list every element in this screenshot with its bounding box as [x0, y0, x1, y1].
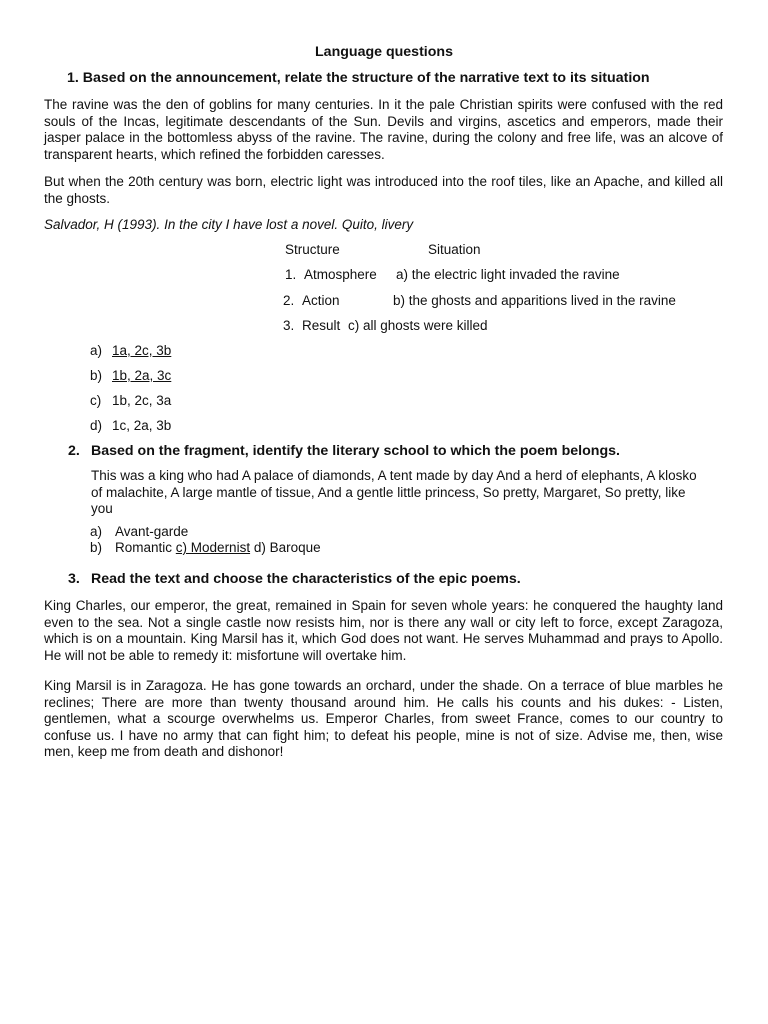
option-letter: d) — [90, 418, 103, 433]
row-structure: Atmosphere — [304, 267, 377, 282]
option-modernist: c) Modernist — [175, 540, 251, 555]
question-3-heading: Read the text and choose the characteristics of the epic poems. — [91, 571, 521, 587]
question-2-heading: Based on the fragment, identify the literary school to which the poem belongs. — [91, 443, 620, 459]
option-text: 1b, 2c, 3a — [112, 393, 172, 408]
row-number: 3. — [283, 318, 295, 333]
option-text: Avant-garde — [115, 524, 189, 539]
option-text — [115, 540, 321, 557]
poem-fragment: This was a king who had A palace of diamonds, A tent made by day And a herd of elephants, A klosko of malachite, A large mantle of tissue, And a gentle little princess, So pretty, Margaret, So pretty, like you — [91, 468, 697, 517]
option-letter: c) — [90, 393, 102, 408]
row-situation: c) all ghosts were killed — [348, 318, 488, 333]
q3-paragraph-2: King Marsil is in Zaragoza. He has gone towards an orchard, under the shade. On a terrace of blue marbles he reclines; There are more than twenty thousand around him. He calls his counts and his dukes: - Listen, gentlemen, what a scourge overwhelms us. Emperor Charles, from sweet France, comes to our country to confuse us. I have no army that can fight him; to defeat his people, mine is not of size. Advise me, then, wise men, keep me from death and dishonor! — [44, 678, 723, 760]
question-2-number: 2. — [68, 443, 80, 459]
q1-paragraph-1: The ravine was the den of goblins for many centuries. In it the pale Christian spirits were confused with the red souls of the Incas, legitimate descendants of the Sun. Devils and virgins, ascetics and emperors, made their jasper palace in the bottomless abyss of the ravine. The ravine, during the colony and free life, was an alcove of transparent hearts, which refined the forbidden caresses. — [44, 97, 723, 162]
question-1-heading: 1. Based on the announcement, relate the structure of the narrative text to its situation — [67, 70, 650, 86]
column-header-situation: Situation — [428, 242, 481, 257]
option-letter: a) — [90, 524, 103, 539]
row-situation: b) the ghosts and apparitions lived in the ravine — [393, 293, 676, 308]
option-letter: b) — [90, 540, 103, 555]
option-letter: b) — [90, 368, 103, 383]
column-header-structure: Structure — [285, 242, 340, 257]
page-title: Language questions — [315, 44, 453, 60]
q3-paragraph-1: King Charles, our emperor, the great, remained in Spain for seven whole years: he conquered the haughty land even to the sea. Not a single castle now resists him, nor is there any wall or city left to force, except Zaragoza, which is on a mountain. King Marsil has it, which God does not want. He serves Muhammad and prays to Apollo. He will not be able to remedy it: misfortune will overtake him. — [44, 598, 723, 663]
row-number: 1. — [285, 267, 297, 282]
question-3-number: 3. — [68, 571, 80, 587]
option-text: 1c, 2a, 3b — [112, 418, 172, 433]
citation: Salvador, H (1993). In the city I have lost a novel. Quito, livery — [44, 217, 414, 232]
option-romantic: Romantic — [115, 540, 173, 555]
option-text: 1b, 2a, 3c — [112, 368, 172, 383]
option-letter: a) — [90, 343, 103, 358]
q1-paragraph-2: But when the 20th century was born, electric light was introduced into the roof tiles, like an Apache, and killed all the ghosts. — [44, 174, 723, 206]
row-number: 2. — [283, 293, 295, 308]
row-structure: Action — [302, 293, 340, 308]
row-situation: a) the electric light invaded the ravine — [396, 267, 620, 282]
option-text: 1a, 2c, 3b — [112, 343, 172, 358]
option-baroque: d) Baroque — [253, 540, 321, 555]
row-structure: Result — [302, 318, 341, 333]
